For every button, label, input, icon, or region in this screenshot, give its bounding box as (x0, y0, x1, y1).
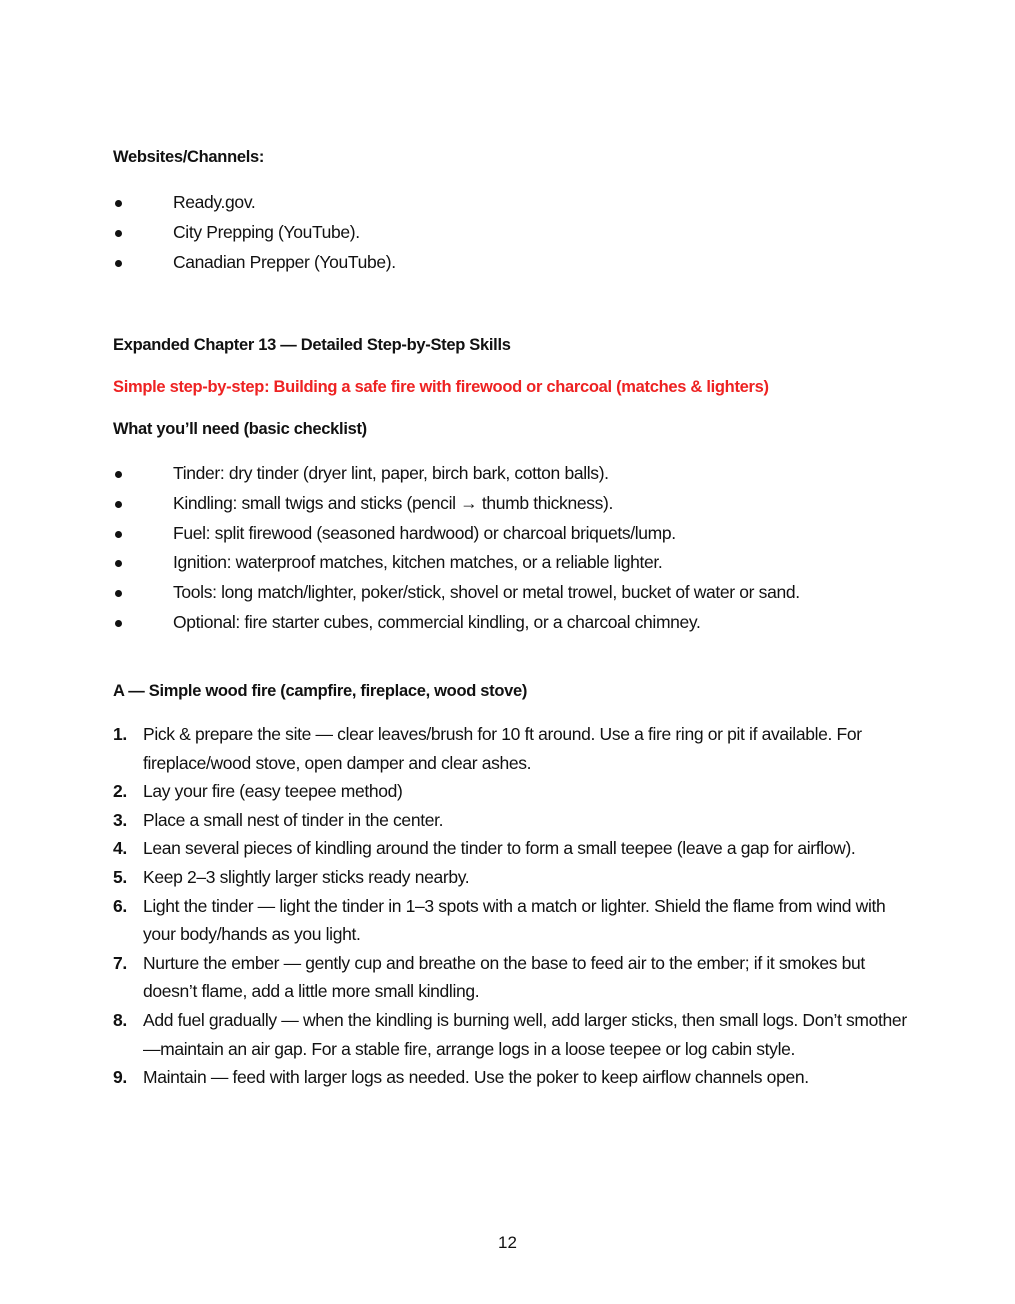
chapter-heading: Expanded Chapter 13 — Detailed Step-by-Step Skills (113, 336, 511, 354)
bullet-icon (115, 471, 122, 478)
checklist-item: Kindling: small twigs and sticks (pencil → thumb thickness). (173, 492, 614, 513)
checklist-item: Optional: fire starter cubes, commercial kindling, or a charcoal chimney. (173, 611, 701, 632)
step-text: Maintain — feed with larger logs as needed. Use the poker to keep airflow channels open. (143, 1067, 809, 1088)
step-item (113, 892, 913, 949)
bullet-icon (115, 531, 122, 538)
step-text: Nurture the ember — gently cup and breathe on the base to feed air to the ember; if it smokes but doesn’t flame, add a little more small kindling. (143, 952, 865, 1002)
step-number: 7. (113, 952, 127, 973)
step-number: 2. (113, 781, 127, 802)
step-number: 8. (113, 1009, 127, 1030)
step-text: Light the tinder — light the tinder in 1–3 spots with a match or lighter. Shield the flame from wind with your body/hands as you light. (143, 895, 886, 945)
checklist-item: Tools: long match/lighter, poker/stick, shovel or metal trowel, bucket of water or sand. (173, 582, 800, 603)
step-item (113, 1063, 913, 1092)
bullet-icon (115, 620, 122, 627)
chapter-subheading: Simple step-by-step: Building a safe fire with firewood or charcoal (matches & lighters) (113, 378, 769, 396)
step-item (113, 863, 913, 892)
step-text: Pick & prepare the site — clear leaves/brush for 10 ft around. Use a fire ring or pit if available. For fireplace/wood stove, open damper and clear ashes. (143, 724, 862, 773)
step-text: Lean several pieces of kindling around the tinder to form a small teepee (leave a gap for airflow). (143, 838, 856, 859)
bullet-icon (115, 501, 122, 508)
websites-heading: Websites/Channels: (113, 148, 265, 166)
checklist-heading: What you’ll need (basic checklist) (113, 420, 367, 438)
step-number: 9. (113, 1067, 127, 1088)
bullet-icon (115, 260, 122, 267)
step-item (113, 1006, 913, 1063)
bullet-icon (115, 560, 122, 567)
step-number: 1. (113, 724, 127, 744)
website-item: City Prepping (YouTube). (173, 221, 360, 242)
bullet-icon (115, 200, 122, 207)
checklist-item: Fuel: split firewood (seasoned hardwood) or charcoal briquets/lump. (173, 522, 676, 543)
bullet-icon (115, 230, 122, 237)
step-item (113, 777, 913, 806)
step-number: 4. (113, 838, 127, 859)
section-a-steps (113, 720, 913, 1092)
page-number: 12 (498, 1233, 517, 1252)
checklist-item: Ignition: waterproof matches, kitchen matches, or a reliable lighter. (173, 552, 663, 573)
step-item (113, 720, 913, 777)
step-text: Place a small nest of tinder in the center. (143, 809, 444, 830)
website-item: Ready.gov. (173, 192, 256, 212)
step-text: Keep 2–3 slightly larger sticks ready nearby. (143, 866, 470, 887)
website-item: Canadian Prepper (YouTube). (173, 251, 396, 272)
section-a-heading: A — Simple wood fire (campfire, fireplace, wood stove) (113, 682, 528, 700)
step-number: 5. (113, 866, 127, 887)
bullet-icon (115, 590, 122, 597)
step-number: 3. (113, 809, 127, 830)
step-text: Lay your fire (easy teepee method) (143, 781, 403, 802)
step-item (113, 834, 913, 863)
step-text: Add fuel gradually — when the kindling is burning well, add larger sticks, then small logs. Don’t smother—maintain an air gap. For a stable fire, arrange logs in a loose teepee or log cabin style. (143, 1009, 907, 1059)
step-number: 6. (113, 895, 127, 916)
step-item (113, 806, 913, 835)
checklist-item: Tinder: dry tinder (dryer lint, paper, birch bark, cotton balls). (173, 463, 609, 483)
step-item (113, 949, 913, 1006)
